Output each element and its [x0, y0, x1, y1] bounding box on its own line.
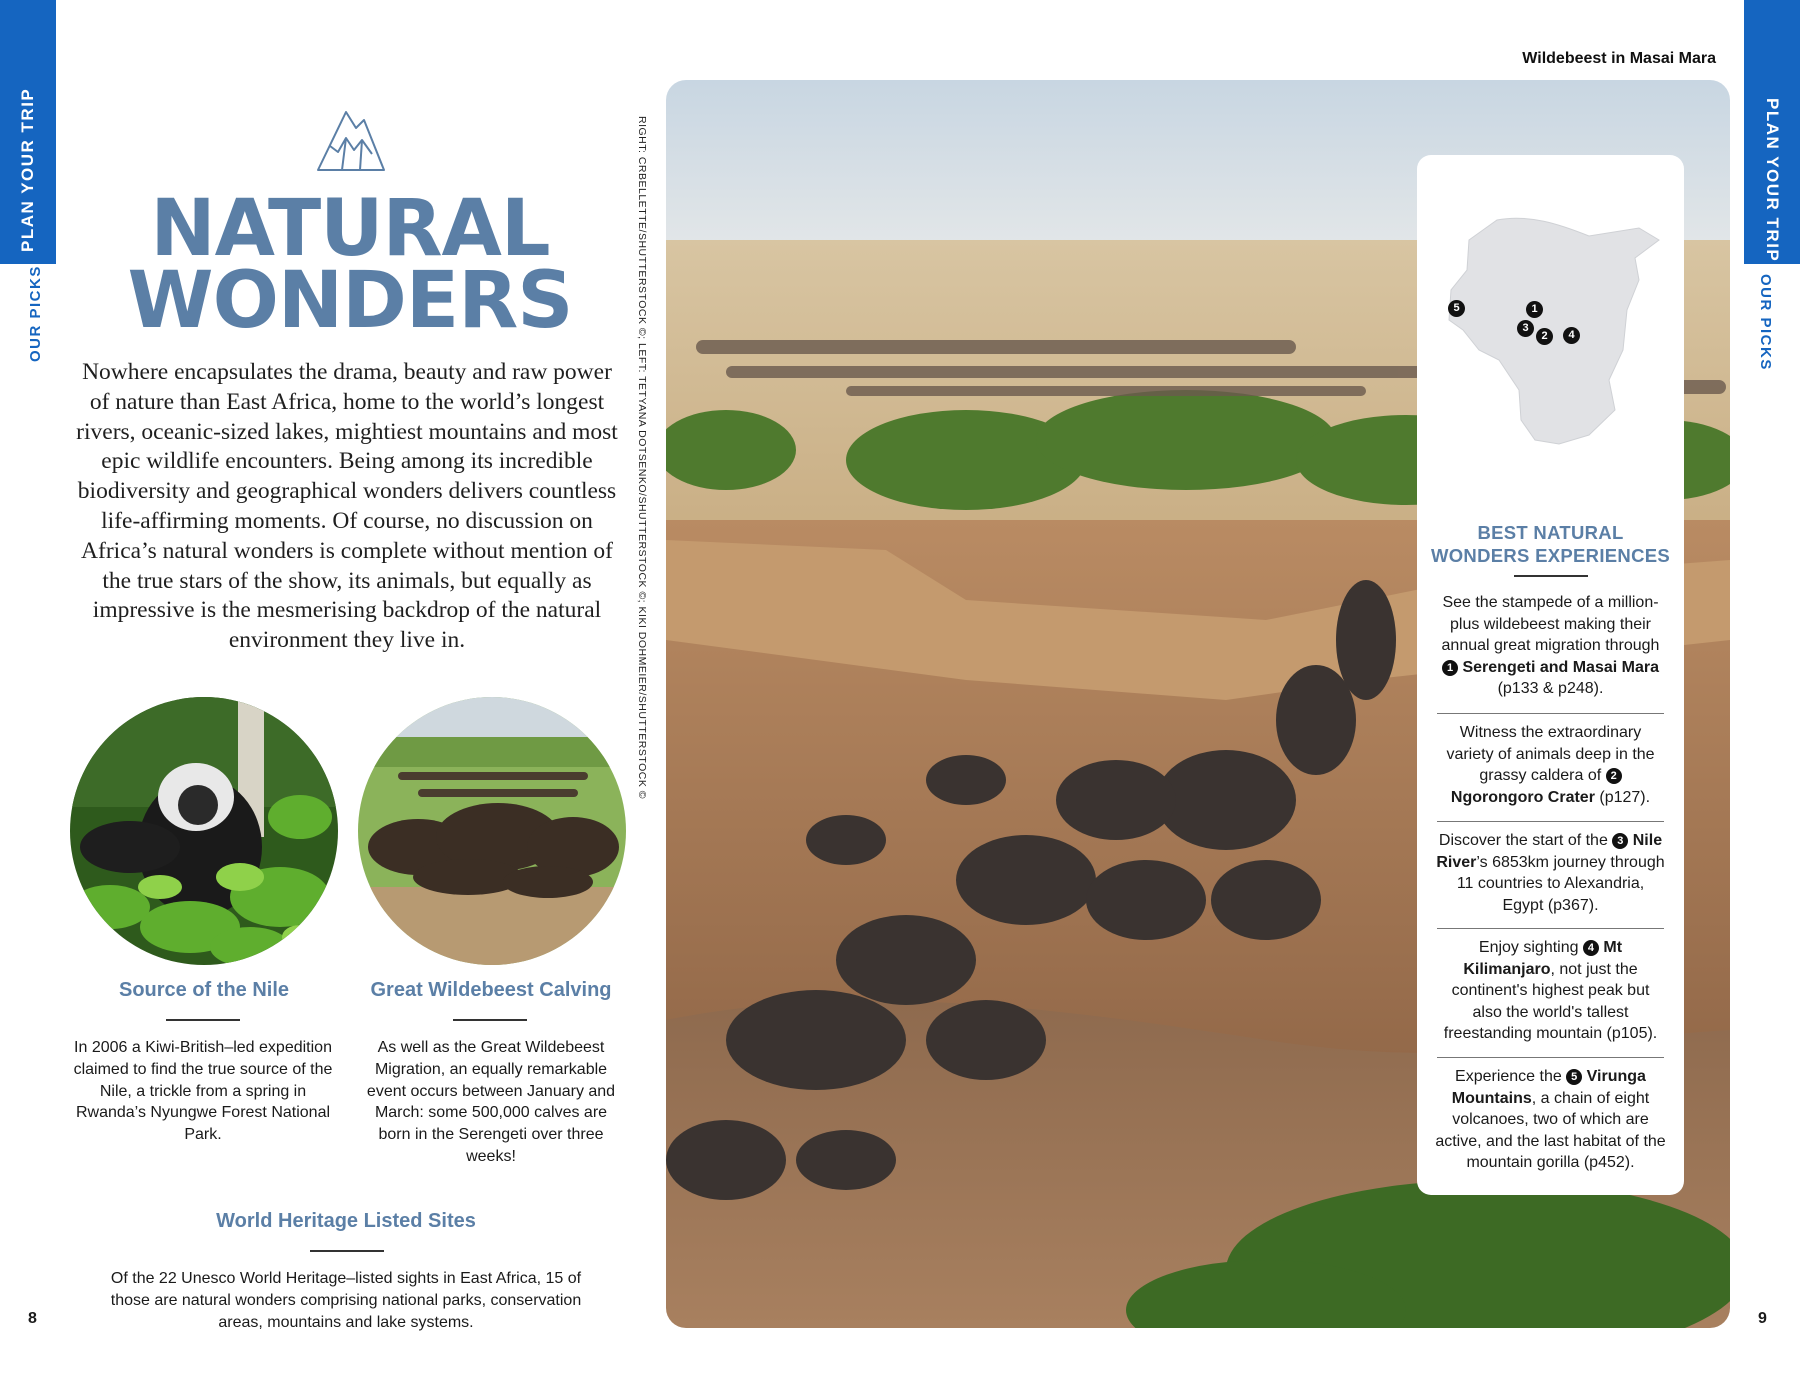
map-marker-4: 4: [1563, 327, 1580, 344]
page-title-line2: WONDERS: [127, 256, 573, 346]
experience-item: See the stampede of a million-plus wildebeest making their annual great migration through 1 Serengeti and Masai Mara (p133 & p248).: [1441, 594, 1660, 698]
experience-item: Discover the start of the 3 Nile River’s 6853km journey through 11 countries to Alexandria, Egypt (p367).: [1436, 832, 1665, 914]
page-number-left: 8: [28, 1310, 37, 1327]
feature-body-source-of-nile: In 2006 a Kiwi-British–led expedition claimed to find the true source of the Nile, a trickle from a spring in Rwanda’s Nyungwe Forest National Park.: [73, 1039, 333, 1144]
experience-item: Witness the extraordinary variety of animals deep in the grassy caldera of 2 Ngorongoro Crater (p127).: [1446, 724, 1655, 806]
map-marker-2: 2: [1536, 328, 1553, 345]
map-marker-1: 1: [1526, 301, 1543, 318]
card-heading-line1: BEST NATURAL: [1477, 522, 1624, 543]
number-badge: 4: [1583, 940, 1599, 956]
divider: [310, 1250, 384, 1252]
divider: [453, 1019, 527, 1021]
best-experiences-card: [1417, 155, 1684, 1195]
left-section-label: PLAN YOUR TRIP: [18, 87, 37, 252]
world-heritage-body: Of the 22 Unesco World Heritage–listed sights in East Africa, 15 of those are natural wonders comprising national parks, conservation areas, mountains and lake systems.: [110, 1270, 582, 1331]
divider: [1437, 1057, 1664, 1058]
card-heading: [1417, 521, 1684, 567]
card-heading-line2: WONDERS EXPERIENCES: [1430, 545, 1671, 566]
experience-item: Experience the 5 Virunga Mountains, a chain of eight volcanoes, two of which are active, and the last habitat of the mountain gorilla (p452).: [1435, 1068, 1666, 1172]
right-section-label: PLAN YOUR TRIP: [1763, 98, 1782, 263]
number-badge: 2: [1606, 768, 1622, 784]
feature-body-wildebeest-calving: As well as the Great Wildebeest Migration, an equally remarkable event occurs between January and March: some 500,000 calves are born in the Serengeti over three weeks!: [366, 1039, 616, 1165]
photo-caption: Wildebeest in Masai Mara: [1522, 50, 1716, 67]
number-badge: 3: [1612, 833, 1628, 849]
intro-paragraph: Nowhere encapsulates the drama, beauty and raw power of nature than East Africa, home to the world’s longest rivers, oceanic-sized lakes, mightiest mountains and most epic wildlife encounters. Being among its incredible biodiversity and geographical wonders delivers countless life-affirming moments. Of course, no discussion on Africa’s natural wonders is complete without mention of the true stars of the show, its animals, but equally as impressive is the mesmerising backdrop of the natural environment they live in.: [76, 359, 618, 654]
photo-credit: RIGHT: CRBELLETTE/SHUTTERSTOCK ©; LEFT: TETYANA DOTSENKO/SHUTTERSTOCK ©; KIKI DOHMEIER/SHUTTERSTOCK ©: [636, 116, 648, 799]
monkey-photo: [70, 697, 338, 965]
mountain-icon: [316, 110, 386, 172]
divider: [1437, 821, 1664, 822]
divider: [166, 1019, 240, 1021]
world-heritage-heading: World Heritage Listed Sites: [216, 1210, 476, 1232]
divider: [1514, 575, 1588, 577]
page-title-line1: NATURAL: [150, 184, 550, 274]
wildebeest-herd-photo: [358, 697, 626, 965]
divider: [1437, 713, 1664, 714]
left-subsection-label: OUR PICKS: [27, 265, 44, 362]
map-marker-3: 3: [1517, 320, 1534, 337]
right-subsection-label: OUR PICKS: [1757, 274, 1774, 371]
experience-item: Enjoy sighting 4 Mt Kilimanjaro, not just the continent's highest peak but also the world's tallest freestanding mountain (p105).: [1443, 939, 1658, 1043]
number-badge: 1: [1442, 660, 1458, 676]
divider: [1437, 928, 1664, 929]
map-marker-5: 5: [1448, 300, 1465, 317]
number-badge: 5: [1566, 1069, 1582, 1085]
page-number-right: 9: [1758, 1310, 1767, 1327]
feature-heading-wildebeest-calving: Great Wildebeest Calving: [370, 979, 612, 1001]
feature-heading-source-of-nile: Source of the Nile: [118, 979, 290, 1001]
